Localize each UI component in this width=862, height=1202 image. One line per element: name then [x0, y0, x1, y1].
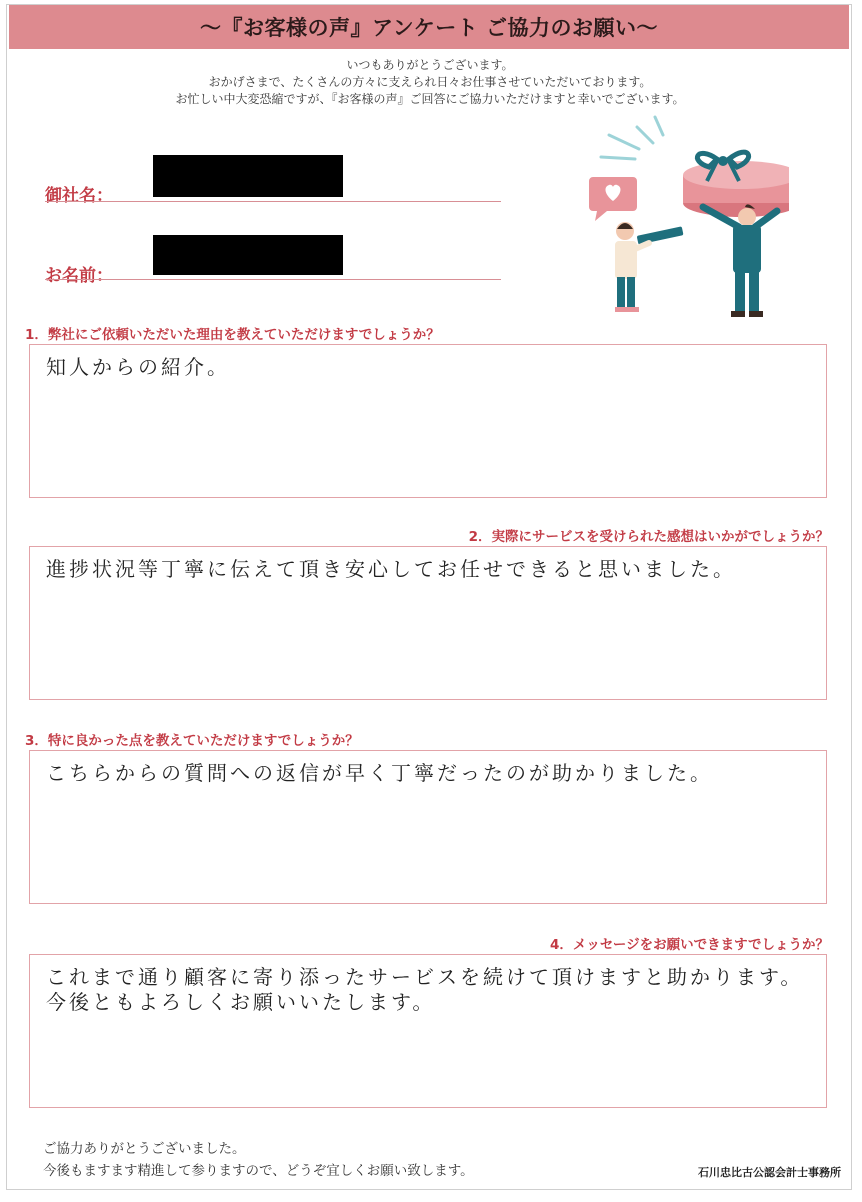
name-redacted [153, 235, 343, 275]
question-3-label: 3．特に良かった点を教えていただけますでしょうか？ [25, 733, 359, 749]
company-underline [45, 201, 501, 202]
question-1-label: 1．弊社にご依頼いただいた理由を教えていただけますでしょうか？ [25, 327, 440, 343]
intro-line: おかげさまで、たくさんの方々に支えられ日々お仕事させていただいております。 [208, 75, 652, 89]
answer-3-box: こちらからの質問への返信が早く丁寧だったのが助かりました。 [29, 750, 827, 904]
answer-1-box: 知人からの紹介。 [29, 344, 827, 498]
answer-2-box: 進捗状況等丁寧に伝えて頂き安心してお任せできると思いました。 [29, 546, 827, 700]
question-2-label: 2．実際にサービスを受けられた感想はいかがでしょうか？ [468, 529, 829, 545]
woman-figure-icon [615, 222, 684, 312]
sparkle-icon [609, 135, 639, 149]
thanks-text: ご協力ありがとうございました。 [43, 1141, 246, 1157]
company-label: 御社名： [45, 186, 113, 206]
sparkle-icon [601, 157, 635, 159]
name-underline [45, 279, 501, 280]
man-figure-icon [703, 204, 777, 317]
answer-4-box: これまで通り顧客に寄り添ったサービスを続けて頂けますと助かります。 今後ともよろしくお願いいたします。 [29, 954, 827, 1108]
gift-box-icon [683, 152, 789, 217]
intro-line: お忙しい中大変恐縮ですが、『お客様の声』ご回答にご協力いただけますと幸いでございます。 [175, 92, 685, 106]
name-label: お名前： [45, 266, 113, 286]
company-signature: 石川忠比古公認会計士事務所 [698, 1166, 841, 1179]
page-title: ～『お客様の声』アンケート ご協力のお願い～ [199, 16, 659, 40]
intro-line: いつもありがとうございます。 [346, 58, 514, 72]
sparkle-icon [637, 127, 653, 143]
intro-text [7, 57, 853, 108]
heart-bubble-icon [589, 177, 637, 221]
survey-page [6, 4, 852, 1190]
closing-text: 今後もますます精進して参りますので、どうぞ宜しくお願い致します。 [43, 1163, 474, 1179]
question-4-label: 4．メッセージをお願いできますでしょうか？ [550, 937, 829, 953]
company-redacted [153, 155, 343, 197]
page-title-banner [9, 5, 849, 49]
sparkle-icon [655, 117, 663, 135]
gift-illustration [579, 115, 789, 325]
